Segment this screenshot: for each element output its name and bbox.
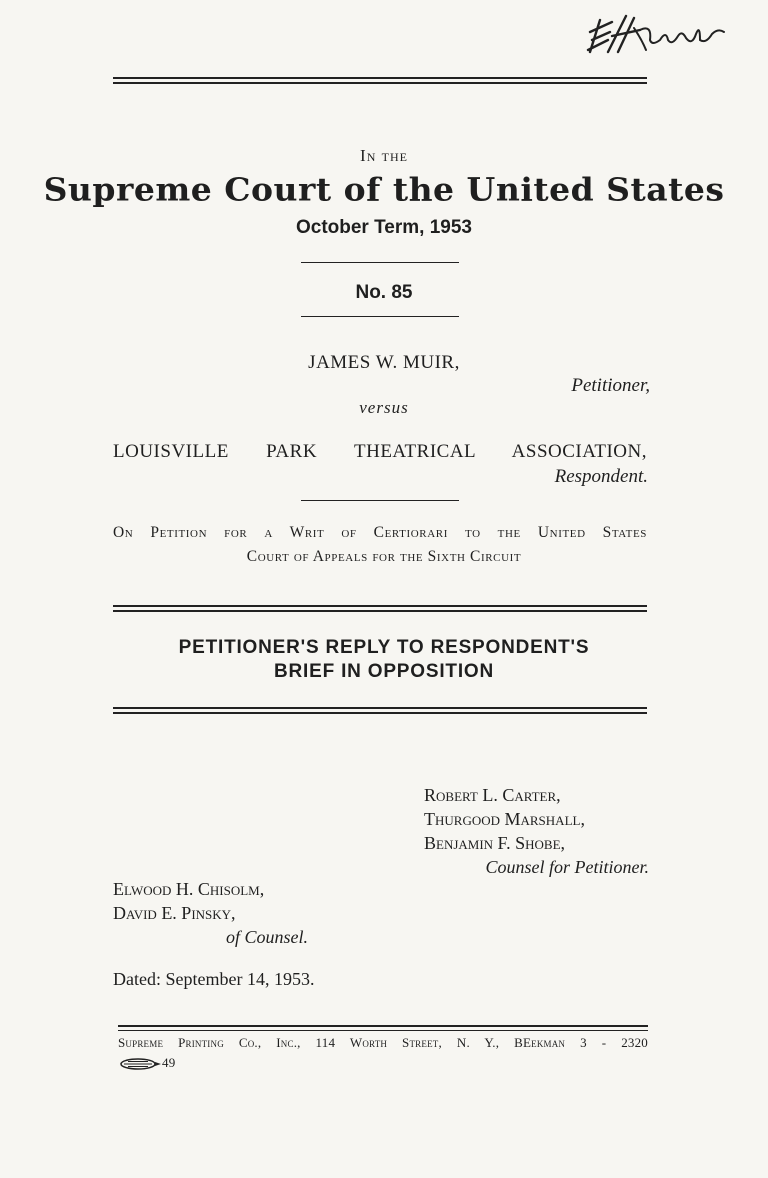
title-rule-bottom-upper [113,707,647,709]
title-rule-top-upper [113,605,647,607]
footer-rule-lower [118,1030,648,1031]
document-title-line-1: PETITIONER'S REPLY TO RESPONDENT'S [178,637,590,658]
case-number: No. 85 [355,282,413,303]
of-counsel-name-1: Elwood H. Chisolm, [113,879,265,899]
proceeding-line-1: On Petition for a Writ of Certiorari to the United States [113,524,647,541]
term: October Term, 1953 [295,217,472,238]
versus: versus [359,398,409,417]
of-counsel-name-2: David E. Pinsky, [113,903,236,923]
top-rule-upper [113,77,647,79]
respondent-name: LOUISVILLE PARK THEATRICAL ASSOCIATION, [113,441,647,462]
footer-rule-upper [118,1025,648,1027]
petitioner-role: Petitioner, [571,375,650,396]
heading-prefix: In the [360,146,408,165]
title-rule-bottom-lower [113,712,647,714]
counsel-name-3: Benjamin F. Shobe, [424,833,566,853]
respondent-role: Respondent. [554,466,648,487]
handwritten-signature [582,10,732,58]
proceeding-line-2: Court of Appeals for the Sixth Circuit [246,548,522,565]
top-rule-lower [113,82,647,84]
divider-3 [301,500,459,501]
divider-1 [301,262,459,263]
court-name: Supreme Court of the United States [43,170,725,209]
counsel-name-2: Thurgood Marshall, [424,809,585,829]
title-rule-top-lower [113,610,647,612]
union-label-icon [118,1057,162,1071]
divider-2 [301,316,459,317]
document-title-line-2: BRIEF IN OPPOSITION [274,661,494,682]
petitioner-name: JAMES W. MUIR, [308,352,460,373]
union-number: 49 [162,1055,176,1070]
printer-line: Supreme Printing Co., Inc., 114 Worth Street, N. Y., BEekman 3 - 2320 [118,1035,648,1050]
of-counsel-role: of Counsel. [226,927,309,947]
dated: Dated: September 14, 1953. [113,969,315,989]
counsel-name-1: Robert L. Carter, [424,785,561,805]
counsel-role: Counsel for Petitioner. [485,857,649,877]
